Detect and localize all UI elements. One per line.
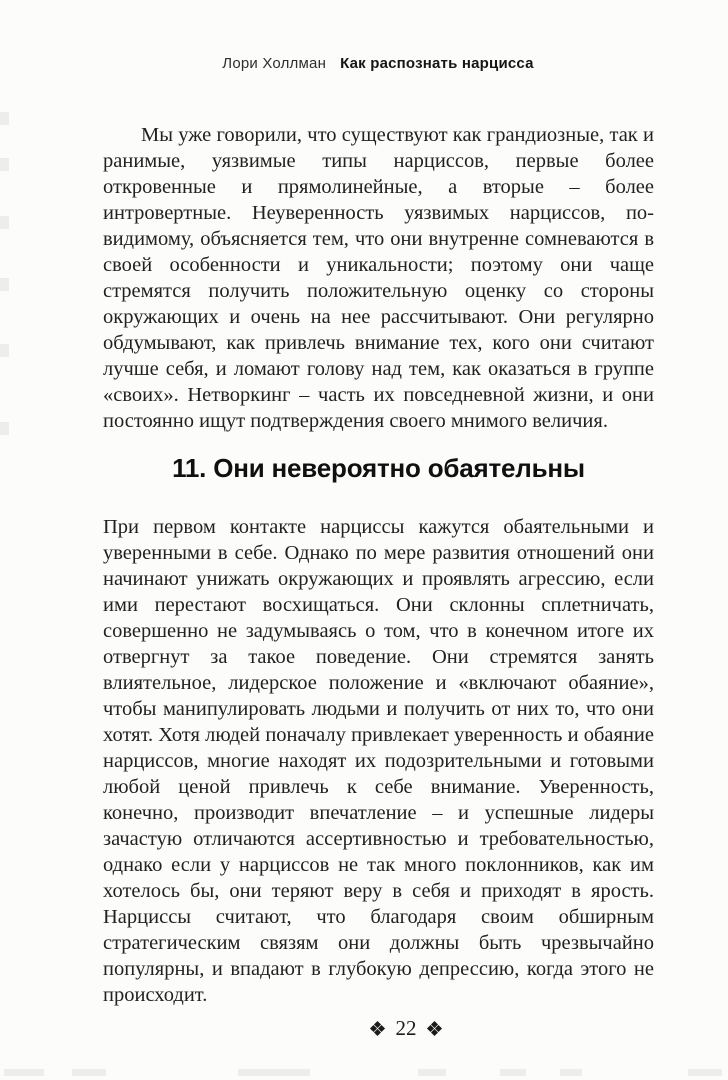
- scan-artifact: [72, 1069, 106, 1076]
- scan-artifact: [0, 216, 9, 229]
- scan-artifact: [688, 1069, 722, 1076]
- running-head-book-title: Как распознать нарцисса: [340, 55, 534, 72]
- paragraph-narcissist-types: Мы уже говорили, что существуют как грандиозные, так и ранимые, уязвимые типы нарциссов, первые более откровенные и прямолинейные, а вторые – более интровертные. Неуверенность уязвимых нарциссов, по-видимому, объясняется тем, что они внутренне сомневаются в своей особенности и уникальности; поэтому они чаще стремятся получить положительную оценку со стороны окружающих и очень на нее рассчитывают. Они регулярно обдумывают, как привлечь внимание тех, кого они считают лучше себя, и ломают голову над тем, как оказаться в группе «своих». Нетворкинг – часть их повседневной жизни, и они постоянно ищут подтверждения своего мнимого величия.: [103, 124, 654, 432]
- chapter-heading: 11. Они невероятно обаятельны: [172, 453, 585, 483]
- scan-artifact: [500, 1069, 526, 1076]
- page-number: 22: [395, 1016, 417, 1040]
- scan-artifact: [0, 344, 9, 357]
- diamond-ornament-icon: [428, 1022, 442, 1036]
- running-head: [102, 55, 654, 72]
- diamond-ornament-icon: [371, 1022, 385, 1036]
- scan-artifact: [560, 1069, 582, 1076]
- scan-artifact: [0, 422, 9, 435]
- running-head-author: Лори Холлман: [222, 55, 327, 72]
- scan-artifact: [0, 158, 9, 171]
- scan-artifact: [0, 112, 9, 125]
- page-footer: [42, 1018, 728, 1039]
- scan-artifact: [0, 278, 9, 291]
- scan-artifact: [418, 1069, 446, 1076]
- scan-artifact: [238, 1069, 310, 1076]
- paragraph-charming-narcissists: При первом контакте нарциссы кажутся обаятельными и уверенными в себе. Однако по мере развития отношений они начинают унижать окружающих и проявлять агрессию, если ими перестают восхищаться. Они склонны сплетничать, совершенно не задумываясь о том, что в конечном итоге их отвергнут за такое поведение. Они стремятся занять влиятельное, лидерское положение и «включают обаяние», чтобы манипулировать людьми и получить от них то, что они хотят. Хотя людей поначалу привлекает уверенность и обаяние нарциссов, многие находят их подозрительными и готовыми любой ценой привлечь к себе внимание. Уверенность, конечно, производит впечатление – и успешные лидеры зачастую отличаются ассертивностью и требовательностью, однако если у нарциссов не так много поклонников, как им хотелось бы, они теряют веру в себя и приходят в ярость. Нарциссы считают, что благодаря своим обширным стратегическим связям они должны быть чрезвычайно популярны, и впадают в глубокую депрессию, когда этого не происходит.: [103, 516, 654, 1006]
- scan-artifact: [4, 1069, 44, 1076]
